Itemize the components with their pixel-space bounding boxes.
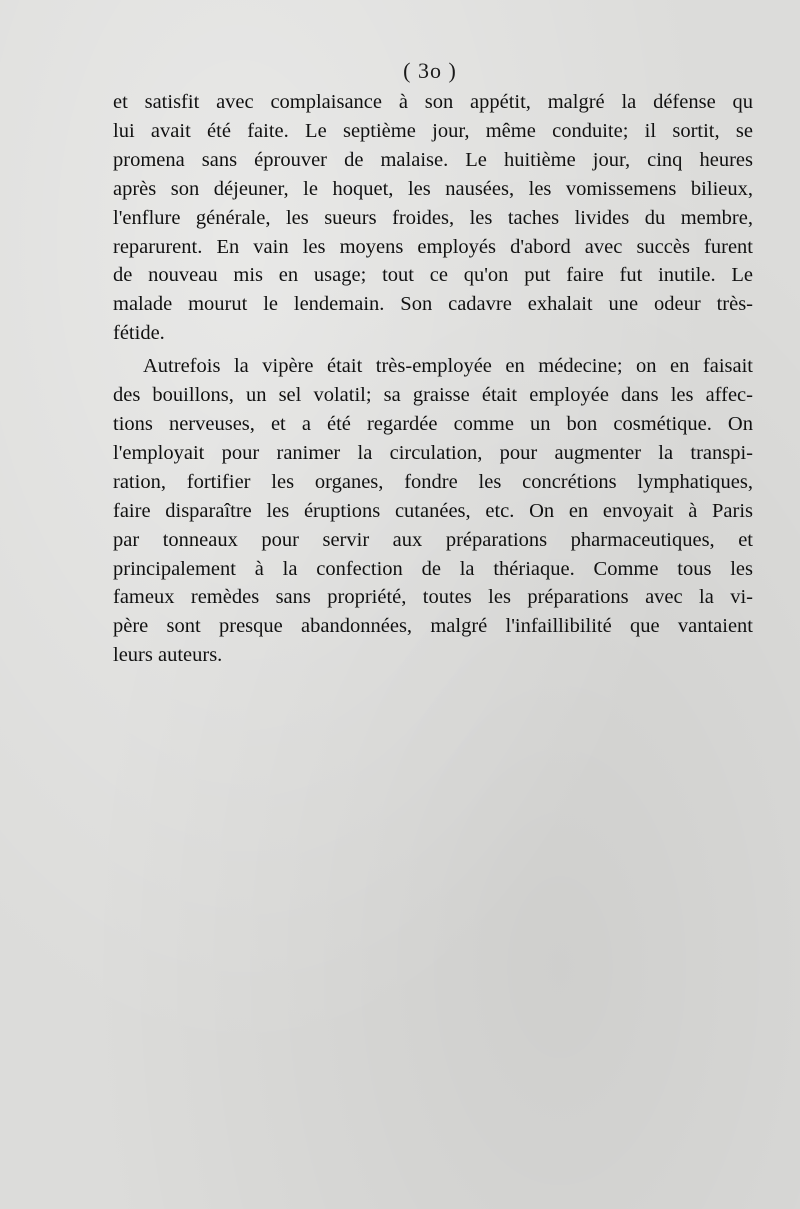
text-line: fétide. [113,322,165,345]
text-line: principalement à la confection de la thériaque. Comme tous les [113,557,753,580]
text-line: l'enflure générale, les sueurs froides, les taches livides du membre, [113,206,753,229]
text-line: et satisfit avec complaisance à son appétit, malgré la défense qu [113,91,753,113]
page-number: ( 3o ) [403,58,457,83]
paragraph-2 [113,352,753,670]
page-body-text [113,88,753,670]
text-line: leurs auteurs. [113,644,223,667]
text-line: promena sans éprouver de malaise. Le huitième jour, cinq heures [113,148,753,171]
paragraph-1 [113,88,753,348]
text-line: l'employait pour ranimer la circulation, pour augmenter la transpi- [113,441,753,464]
text-line: par tonneaux pour servir aux préparations pharmaceutiques, et [113,528,753,551]
text-line: ration, fortifier les organes, fondre les concrétions lymphatiques, [113,470,753,493]
text-line: après son déjeuner, le hoquet, les nausées, les vomissemens bilieux, [113,177,753,200]
text-line: des bouillons, un sel volatil; sa graisse était employée dans les affec- [113,384,753,407]
text-line: Autrefois la vipère était très-employée en médecine; on en faisait [143,355,753,378]
text-line: père sont presque abandonnées, malgré l'infaillibilité que vantaient [113,615,753,638]
text-line: malade mourut le lendemain. Son cadavre exhalait une odeur très- [113,293,753,316]
text-line: fameux remèdes sans propriété, toutes les préparations avec la vi- [113,586,753,609]
text-line: lui avait été faite. Le septième jour, même conduite; il sortit, se [113,119,753,142]
text-line: de nouveau mis en usage; tout ce qu'on put faire fut inutile. Le [113,264,753,287]
text-line: faire disparaître les éruptions cutanées, etc. On en envoyait à Paris [113,499,753,522]
text-line: tions nerveuses, et a été regardée comme un bon cosmétique. On [113,412,753,435]
text-line: reparurent. En vain les moyens employés d'abord avec succès furent [113,235,753,258]
